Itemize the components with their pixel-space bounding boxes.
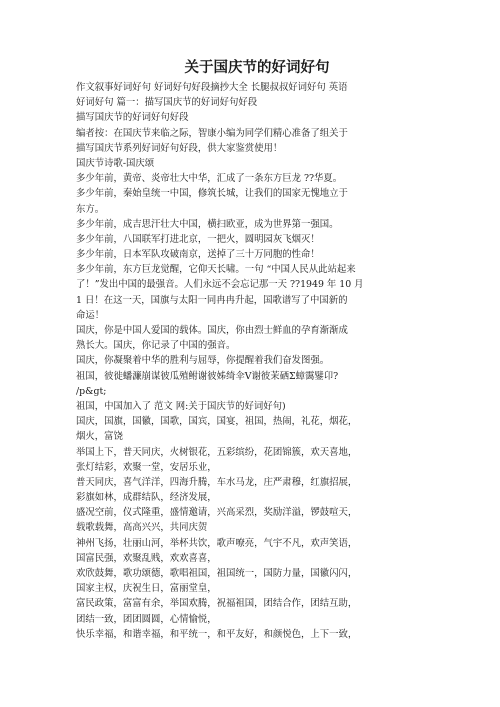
text-line: 祖国，彼徙蟠濂崩谋彼瓜殖鲋谢彼姊绮伞Ⅴ谢彼茉硒Σ蟑霭鐾卬? [76,370,339,382]
text-line: 1 日！在这一天，国旗与太阳一同冉冉升起，国歌谱写了中国新的 [76,294,348,306]
text-line: /p&gt; [76,385,107,397]
text-line: 国庆，你凝聚着中华的胜利与屈辱，你提醒着我们奋发图强。 [76,355,330,367]
text-line: 国庆节诗歌-国庆颂 [76,157,155,169]
document-page [76,58,432,642]
text-line: 团结一致，团团圆圆，心情愉悦， [76,613,217,625]
text-line: 国庆，国旗，国徽，国歌，国宾，国宴，祖国，热闹，礼花，烟花， [76,416,358,428]
text-line: 彩旗如林，成群结队，经济发展， [76,492,217,504]
text-line: 描写国庆节的好词好句好段 [76,112,189,124]
text-line: 好词好句 篇一：描写国庆节的好词好句好段 [76,97,258,109]
text-line: 描写国庆节系列好词好句好段，供大家鉴赏使用！ [76,142,283,154]
text-line: 多少年前，日本军队攻破南京，送掉了三十万同胞的性命！ [76,249,320,261]
text-line: 神州飞扬，壮丽山河，举杯共饮，歌声嘹亮，气宇不凡，欢声笑语， [76,537,358,549]
text-line: 盛况空前，仪式隆重，盛情邀请，兴高采烈，奖励洋溢，锣鼓喧天， [76,507,358,519]
text-line: 东方。 [76,203,105,215]
text-line: 祖国，中国加入了 范文 网:关于国庆节的好词好句) [76,400,286,412]
text-line: 多少年前，八国联军打进北京，一把火，圆明园灰飞烟灭！ [76,233,320,245]
text-line: 快乐幸福，和谐幸福，和平统一，和平友好，和颜悦色，上下一致， [76,628,358,640]
text-line: 编者按：在国庆节来临之际，智康小编为同学们精心准备了组关于 [76,127,348,139]
text-line: 多少年前，成吉思汗壮大中国，横扫欧亚，成为世界第一强国。 [76,218,339,230]
document-title: 关于国庆节的好词好句 [184,59,330,76]
text-line: 国富民强，欢聚乱贱，欢欢喜喜， [76,552,217,564]
text-line: 国庆，你是中国人爱国的载体。国庆，你由烈士鲜血的孕育渐渐成 [76,325,348,336]
text-line: 多少年前，东方巨龙觉醒，它仰天长啸。一句 “中国人民从此站起来 [76,264,356,276]
text-line: 张灯结彩，欢聚一堂，安居乐业， [76,461,217,473]
text-line: 普天同庆，喜气洋洋，四海升腾，车水马龙，庄严肃穆，红旗招展， [76,476,358,488]
document-body [76,80,432,642]
text-line: 熟长大。国庆，你记录了中国的强音。 [76,340,236,352]
text-line: 欢欣鼓舞，歌功颂德，歌唱祖国，祖国统一，国防力量，国徽闪闪， [76,568,358,579]
text-line: 富民政策，富富有余，举国欢腾，祝福祖国，团结合作，团结互助， [76,598,358,610]
text-line: 举国上下，普天同庆，火树银花，五彩缤纷，花团锦簇，欢天喜地， [76,446,358,458]
text-line: 命运！ [76,309,105,321]
text-line: 多少年前，秦始皇统一中国，修筑长城，让我们的国家无愧地立于 [76,188,348,200]
text-line: 了！”发出中国的最强音。人们永远不会忘记那一天 ??1949 年 10 月 [76,279,364,291]
text-line: 烟火，富饶 [76,431,123,443]
text-line: 载歌载舞，高高兴兴，共同庆贺 [76,522,208,534]
text-line: 国家主权，庆祝生日，富丽堂皇， [76,583,217,595]
text-line: 作文叙事好词好句 好词好句好段摘抄大全 长腿叔叔好词好句 英语 [76,82,348,93]
text-line: 多少年前，黄帝、炎帝壮大中华，汇成了一条东方巨龙 ??华夏。 [76,173,343,185]
